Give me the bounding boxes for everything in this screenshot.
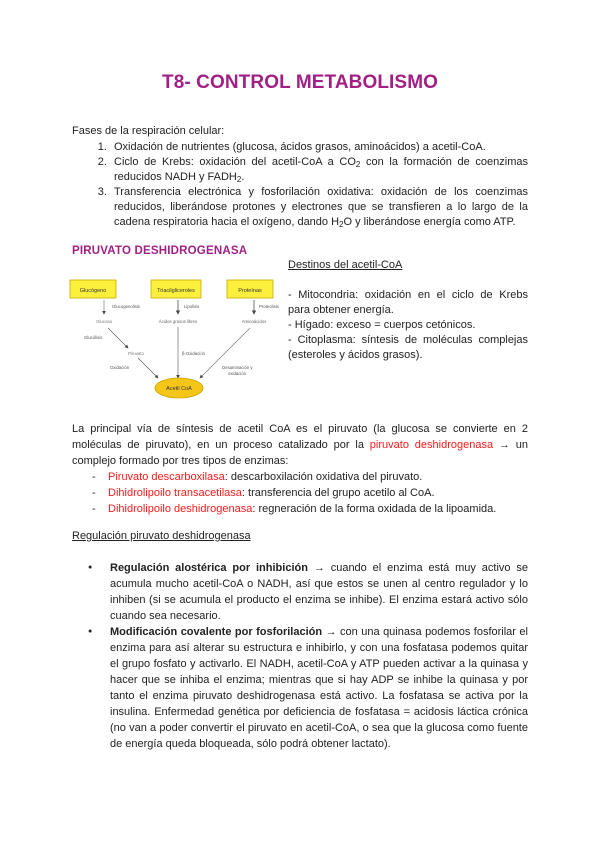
destinos-heading: Destinos del acetil-CoA [288, 259, 403, 271]
destino-item: - Citoplasma: síntesis de moléculas complejas (esteroles y ácidos grasos). [288, 334, 528, 361]
section-heading-pdh: PIRUVATO DESHIDROGENASA [72, 245, 248, 257]
label-oxidacion: Oxidación [110, 365, 130, 370]
phase-item: 1. Oxidación de nutrientes (glucosa, ácidos grasos, aminoácidos) a acetil-CoA. [110, 140, 528, 155]
arrow-oxidacion [138, 358, 158, 378]
label-proteolisis: Proteolisis [259, 304, 279, 309]
pdh-section [72, 421, 528, 517]
label-glucolisis: Glucólisis [84, 335, 103, 340]
intro-lead: Fases de la respiración celular: [72, 125, 225, 137]
regulation-item: ● Modificación covalente por fosforilación → con una quinasa podemos fosforilar el enzima para así alterar su estructura e inhibirlo, y con una fosfatasa podemos quitar el grupo fosfato y activarlo. El NADH, acetil-CoA y ATP pueden activar a la quinasa y hacer que se inhiba el enzima; mientras que si hay ADP se inhibe la quinasa y por tanto el enzima piruvato deshidrogenasa está activo. La fosfatasa se activa por la insulina. Enfermedad genética por deficiencia de fosfatasa = acidosis láctica crónica (no van a poder convertir el piruvato en acetil-CoA, o sea que la glucosa como fuente de energía queda bloqueada, sólo podrá obtener lactato). [110, 624, 528, 752]
label-glucosa: Glucosa [96, 319, 112, 324]
destino-item: - Mitocondria: oxidación en el ciclo de Krebs para obtener energía. [288, 289, 528, 316]
label-acetil-coa: Acetil CoA [166, 386, 192, 392]
label-triacilgliceroles: Triacilgliceroles [157, 288, 195, 294]
enzyme-item: - Dihidrolipoilo transacetilasa: transferencia del grupo acetilo al CoA. [92, 485, 528, 501]
enzyme-list [72, 469, 528, 517]
regulation-item: ● Regulación alostérica por inhibición → cuando el enzima está muy activo se acumula mucho acetil-CoA o NADH, así que estos se unen al centro regulador y lo inhiben (si se acumula el producto el enzima se inhibe). El enzima estará activo sólo cuando sea necesario. [110, 560, 528, 624]
pdh-paragraph: La principal vía de síntesis de acetil CoA es el piruvato (la glucosa se convierte en 2 moléculas de piruvato), en un proceso catalizado por la piruvato deshidrogenasa → un complejo formado por tres tipos de enzimas: [72, 423, 528, 467]
regulation-list [72, 560, 528, 752]
enzyme-item: - Dihidrolipoilo deshidrogenasa: regneración de la forma oxidada de la lipoamida. [92, 501, 528, 517]
intro-section [72, 124, 528, 230]
phase-item: 3. Transferencia electrónica y fosforilación oxidativa: oxidación de los coenzimas reducidos, liberándose protones y electrones que se transfieren a lo largo de la cadena respiratoria hacia el oxígeno, dando $H_2O$ y liberándose energía como ATP. [110, 185, 528, 230]
regulation-section [72, 560, 528, 752]
label-proteinas: Proteínas [238, 288, 262, 294]
label-desaminacion-1: Desaminación y [222, 365, 253, 370]
pdh-highlight: piruvato deshidrogenasa [369, 439, 494, 451]
document-title: T8- CONTROL METABOLISMO [161, 72, 439, 93]
destinos-section [288, 258, 528, 363]
destino-item: - Hígado: exceso = cuerpos cetónicos. [288, 319, 476, 331]
label-glucogenolisis: Glucogenolisis [112, 304, 140, 309]
phase-item: 2. Ciclo de Krebs: oxidación del acetil-CoA a $CO_2$ con la formación de coenzimas reducidos NADH y $FADH_2$. [110, 155, 528, 185]
arrow-glucolisis [108, 328, 128, 348]
label-piruvato: Piruvato [128, 351, 144, 356]
enzyme-item: - Piruvato descarboxilasa: descarboxilación oxidativa del piruvato. [92, 469, 528, 485]
label-acidos-grasos: Ácidos grasos libres [158, 319, 198, 324]
label-aminoacidos: Aminoácidos [241, 319, 267, 324]
label-lipolisis: Lipolisis [184, 304, 200, 309]
label-glucogeno: Glucógeno [79, 288, 107, 294]
respiration-phases-list [72, 140, 528, 230]
label-beta-oxidacion: β-Oxidación [182, 351, 206, 356]
acetyl-coa-diagram [64, 272, 284, 402]
regulation-heading: Regulación piruvato deshidrogenasa [72, 530, 251, 542]
label-desaminacion-2: oxidación [228, 371, 247, 376]
